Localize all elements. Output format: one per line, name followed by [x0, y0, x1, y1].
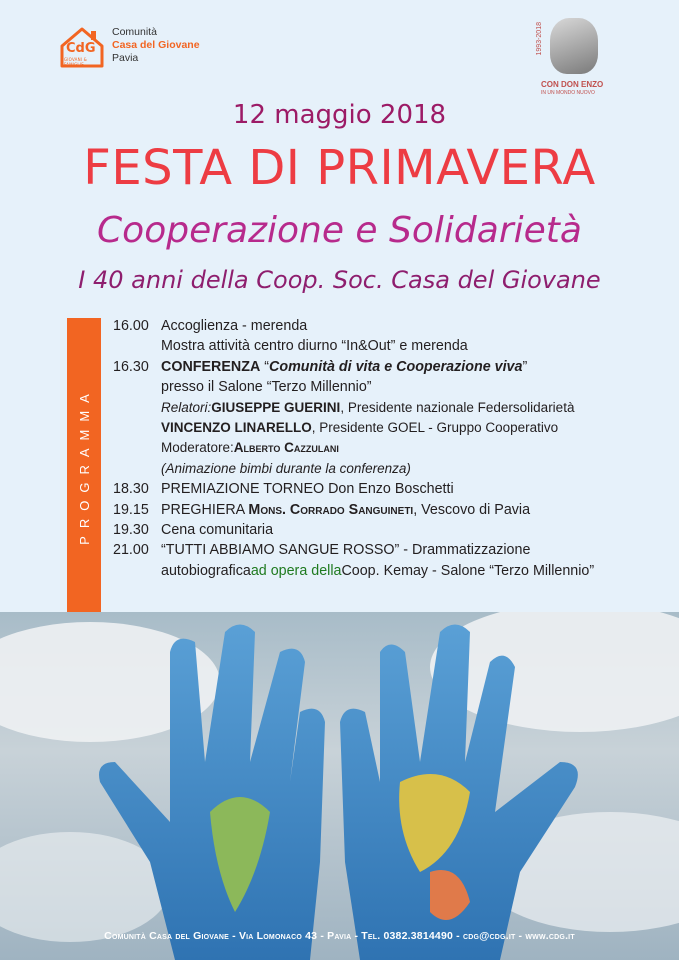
moderator-label: Moderatore:: [161, 440, 234, 456]
activity: PREGHIERA: [161, 501, 249, 518]
schedule-row: [113, 479, 679, 499]
schedule: [113, 316, 679, 581]
bishop-role: , Vescovo di Pavia: [413, 501, 531, 518]
schedule-row: [113, 438, 679, 458]
activity: “TUTTI ABBIAMO SANGUE ROSSO” - Drammatizzazione: [161, 542, 531, 559]
schedule-row: [113, 520, 679, 540]
footer-contacts: Comunità Casa del Giovane - Via Lomonaco 43 - Pavia - Tel. 0382.3814490 - cdg@cdg.it - www.cdg.it: [104, 930, 575, 942]
don-enzo-title: CON DON ENZO: [541, 80, 604, 89]
schedule-row: [113, 377, 679, 397]
programma-label: PROGRAMMA: [76, 385, 92, 545]
activity-part: Coop. Kemay - Salone “Terzo Millennio”: [341, 562, 595, 579]
activity: PREMIAZIONE TORNEO Don Enzo Boschetti: [161, 481, 454, 498]
time: 18.30: [113, 481, 149, 498]
speakers-label: Relatori:: [161, 399, 212, 415]
hands-illustration: [0, 612, 679, 960]
event-title: FESTA DI PRIMAVERA: [83, 140, 596, 196]
activity: Mostra attività centro diurno “In&Out” e merenda: [161, 338, 468, 355]
schedule-row: [113, 357, 679, 377]
schedule-row: [113, 500, 679, 520]
don-enzo-tagline: IN UN MONDO NUOVO: [541, 90, 595, 96]
anniversary-years: 1993-2018: [536, 22, 543, 56]
event-date: 12 maggio 2018: [232, 100, 447, 130]
quote-open: “: [260, 358, 270, 375]
logo-text: [112, 26, 200, 65]
activity: Accoglienza - merenda: [161, 318, 308, 334]
portrait-image: [550, 18, 598, 74]
activity: Cena comunitaria: [161, 522, 274, 539]
logo-mark: CdG: [66, 41, 96, 56]
house-logo-icon: [58, 26, 106, 70]
don-enzo-logo: [536, 14, 606, 94]
schedule-row: [113, 418, 679, 438]
event-subtitle: Cooperazione e Solidarietà: [97, 210, 582, 251]
logo-line-2: Casa del Giovane: [112, 39, 200, 51]
conference-title: Comunità di vita e Cooperazione viva: [269, 358, 523, 375]
hands-world-map-image: [0, 612, 679, 960]
schedule-row: [113, 459, 679, 479]
activity-part: autobiografica: [161, 562, 251, 579]
note: (Animazione bimbi durante la conferenza): [161, 460, 411, 476]
logo-mark-small: GIOVANI & FAMIGLIE: [64, 57, 87, 67]
schedule-row: [113, 316, 679, 336]
schedule-row: [113, 398, 679, 418]
speaker-name: GIUSEPPE GUERINI: [211, 399, 341, 415]
schedule-row: [113, 561, 679, 581]
speaker-role: , Presidente nazionale Federsolidarietà: [340, 399, 575, 415]
time: 21.00: [113, 542, 149, 559]
cdg-logo: [58, 26, 200, 70]
quote-close: ”: [522, 358, 528, 375]
logo-line-3: Pavia: [112, 52, 139, 64]
schedule-row: [113, 336, 679, 356]
activity-highlight: ad opera della: [250, 562, 342, 579]
bishop-name: Mons. Corrado Sanguineti: [248, 501, 414, 518]
venue: presso il Salone “Terzo Millennio”: [161, 379, 372, 396]
time: 19.30: [113, 522, 149, 539]
programma-sidebar: [67, 318, 101, 612]
moderator-name: Alberto Cazzulani: [233, 440, 339, 456]
time: 16.00: [113, 318, 149, 334]
time: 19.15: [113, 501, 149, 518]
speaker-name: VINCENZO LINARELLO: [161, 420, 312, 436]
speaker-role: , Presidente GOEL - Gruppo Cooperativo: [311, 420, 559, 436]
logo-line-1: Comunità: [112, 26, 157, 38]
conference-label: CONFERENZA: [161, 358, 261, 375]
schedule-row: [113, 540, 679, 560]
time: 16.30: [113, 358, 149, 375]
event-anniversary: I 40 anni della Coop. Soc. Casa del Giovane: [78, 266, 601, 294]
